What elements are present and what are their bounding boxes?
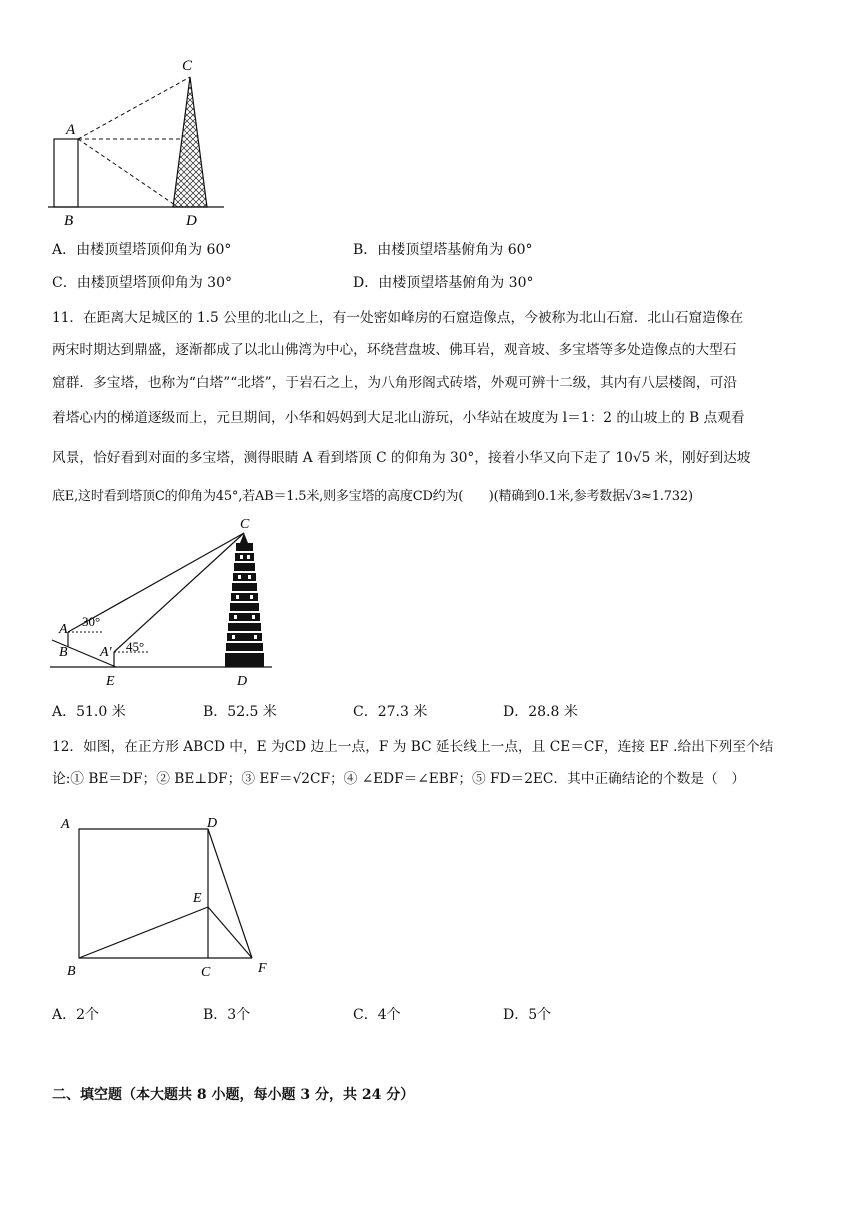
q12-label-b: B: [67, 964, 76, 979]
q11-label-c: C: [240, 517, 250, 532]
q12-line-1: 12．如图，在正方形 ABCD 中，E 为CD 边上一点，F 为 BC 延长线上一点，且 CE＝CF，连接 EF .给出下列至个结: [52, 739, 774, 755]
q12-label-c: C: [201, 965, 211, 980]
q10-label-d: D: [186, 213, 197, 229]
q11-option-d: D．28.8 米: [503, 704, 578, 720]
q11-pagoda: [225, 533, 264, 667]
q12-figure: [55, 810, 285, 985]
q11-line-3: 窟群．多宝塔，也称为“白塔”“北塔”，于岩石之上，为八角形阁式砖塔，外观可辨十二级，其内有八层楼阁，可沿: [52, 375, 737, 391]
q12-segment-ef: [208, 907, 252, 958]
q11-option-a: A．51.0 米: [52, 704, 126, 720]
q10-label-a: A: [66, 122, 76, 138]
q10-option-d: D．由楼顶望塔基俯角为 30°: [353, 275, 534, 291]
q11-label-d: D: [237, 674, 248, 689]
q12-label-f: F: [258, 961, 267, 976]
q12-label-a: A: [61, 817, 70, 832]
q10-label-c: C: [182, 58, 193, 74]
q11-line-4: 着塔心内的梯道逐级而上，元旦期间，小华和妈妈到大足北山游玩，小华站在坡度为 l＝1：2 的山坡上的 B 点观看: [52, 410, 745, 426]
q11-label-b: B: [59, 645, 68, 660]
q10-option-b: B．由楼顶望塔基俯角为 60°: [353, 242, 533, 258]
section-heading-fill-in: 二、填空题（本大题共 8 小题，每小题 3 分，共 24 分）: [52, 1087, 415, 1103]
q11-label-a: A: [59, 622, 68, 637]
q10-sightline-top: [78, 77, 190, 139]
q10-figure: [40, 52, 240, 232]
q11-sightline-a2: [114, 533, 244, 652]
q10-tower: [173, 77, 207, 207]
q11-line-2: 两宋时期达到鼎盛，逐渐都成了以北山佛湾为中心，环绕营盘坡、佛耳岩，观音坡、多宝塔等多处造像点的大型石: [52, 342, 737, 358]
q12-label-d: D: [207, 816, 218, 831]
q11-label-a-prime: A′: [100, 645, 112, 660]
q10-option-c: C．由楼顶望塔顶仰角为 30°: [52, 275, 232, 291]
q12-square: [79, 829, 208, 958]
q12-segment-be: [79, 907, 208, 958]
q12-option-d: D．5个: [503, 1007, 552, 1023]
q12-option-c: C．4个: [353, 1007, 401, 1023]
q11-option-c: C．27.3 米: [353, 704, 428, 720]
q11-line-6: 底E,这时看到塔顶C的仰角为45°,若AB＝1.5米,则多宝塔的高度CD约为( )(精确到0.1米,参考数据√3≈1.732): [52, 489, 693, 504]
q10-sightline-base: [78, 139, 178, 207]
q11-label-e: E: [106, 674, 115, 689]
q11-label-angle45: 45°: [126, 639, 145, 654]
q11-line-1: 11．在距离大足城区的 1.5 公里的北山之上，有一处密如峰房的石窟造像点，今被称为北山石窟．北山石窟造像在: [52, 310, 744, 326]
q10-label-b: B: [64, 213, 74, 229]
q11-option-b: B．52.5 米: [203, 704, 277, 720]
q10-building: [54, 139, 78, 207]
q12-label-e: E: [193, 891, 202, 906]
q11-label-angle30: 30°: [82, 614, 101, 629]
q10-option-a: A．由楼顶望塔顶仰角为 60°: [52, 242, 232, 258]
q12-option-b: B．3个: [203, 1007, 251, 1023]
q12-line-2: 论:① BE＝DF；② BE⊥DF；③ EF＝√2CF；④ ∠EDF＝∠EBF；⑤ FD＝2EC．其中正确结论的个数是（ ）: [52, 771, 746, 787]
q12-option-a: A．2个: [52, 1007, 100, 1023]
q11-line-5: 风景，恰好看到对面的多宝塔，测得眼睛 A 看到塔顶 C 的仰角为 30°，接着小华又向下走了 10√5 米，刚好到达坡: [52, 450, 751, 466]
q12-segment-df: [208, 829, 252, 958]
q11-figure: [50, 515, 275, 690]
